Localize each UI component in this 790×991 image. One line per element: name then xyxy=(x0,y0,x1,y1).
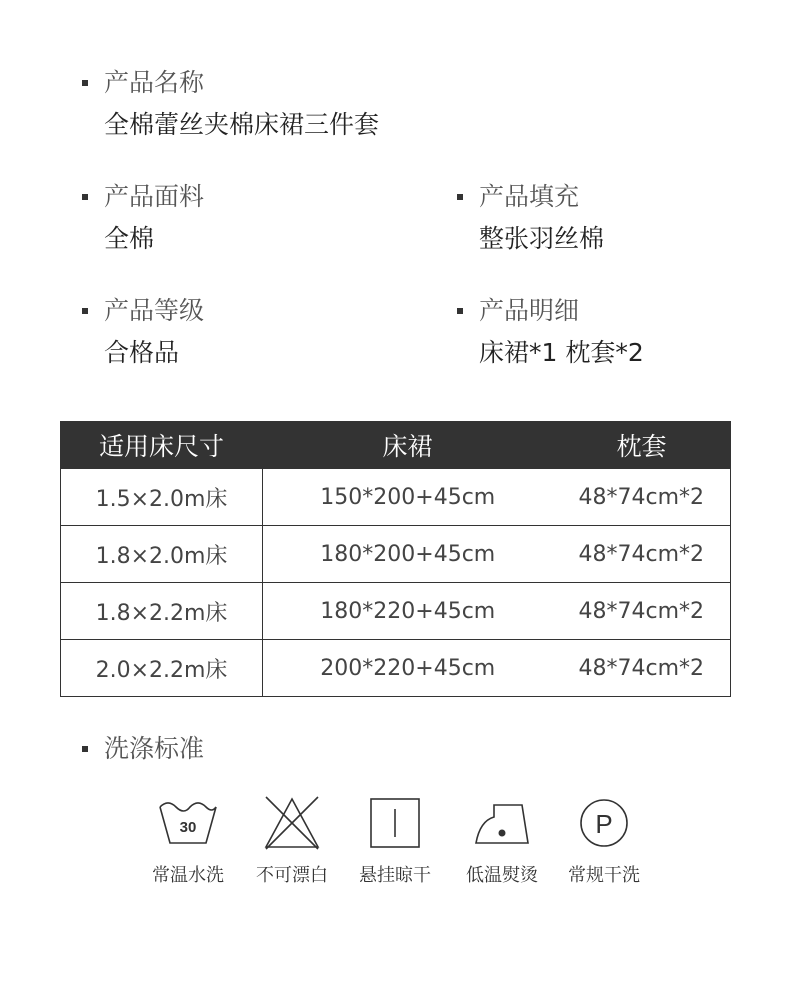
cell-bed-skirt: 200*220+45cm xyxy=(263,640,553,697)
cell-bed-skirt: 180*220+45cm xyxy=(263,583,553,640)
product-detail-section xyxy=(457,296,644,368)
table-header-row xyxy=(61,422,731,469)
cell-pillowcase: 48*74cm*2 xyxy=(553,526,731,583)
care-item-dry xyxy=(345,795,445,887)
product-fill-value: 整张羽丝棉 xyxy=(479,224,605,253)
size-table xyxy=(60,421,731,697)
care-item-iron xyxy=(452,795,552,887)
product-detail-value: 床裙*1 枕套*2 xyxy=(479,338,644,367)
header-bed-size: 适用床尺寸 xyxy=(61,422,263,469)
product-name-label: 产品名称 xyxy=(82,68,379,98)
header-pillowcase: 枕套 xyxy=(553,422,731,469)
iron-low-icon xyxy=(470,795,534,851)
cell-bed-skirt: 180*200+45cm xyxy=(263,526,553,583)
care-icons xyxy=(0,795,790,895)
care-label-bleach: 不可漂白 xyxy=(256,865,328,886)
cell-pillowcase: 48*74cm*2 xyxy=(553,583,731,640)
care-label-dryclean: 常规干洗 xyxy=(568,865,640,886)
cell-pillowcase: 48*74cm*2 xyxy=(553,469,731,526)
care-label-iron: 低温熨烫 xyxy=(466,865,538,886)
cell-bed-size: 2.0×2.2m床 xyxy=(61,640,263,697)
cell-bed-size: 1.5×2.0m床 xyxy=(61,469,263,526)
cell-bed-size: 1.8×2.0m床 xyxy=(61,526,263,583)
table-row xyxy=(61,583,731,640)
dry-clean-letter: P xyxy=(595,809,613,839)
wash-temp-text: 30 xyxy=(179,819,197,836)
care-section xyxy=(82,734,204,764)
product-fabric-value: 全棉 xyxy=(104,224,155,253)
care-label-dry: 悬挂晾干 xyxy=(359,865,431,886)
care-title: 洗涤标准 xyxy=(82,734,204,764)
care-label-wash: 常温水洗 xyxy=(152,865,224,886)
care-item-dryclean xyxy=(554,795,654,887)
product-fill-section xyxy=(457,182,604,254)
header-bed-skirt: 床裙 xyxy=(263,422,553,469)
product-name-section xyxy=(82,68,379,140)
table-row xyxy=(61,640,731,697)
cell-pillowcase: 48*74cm*2 xyxy=(553,640,731,697)
product-detail-label: 产品明细 xyxy=(457,296,644,326)
wash-30-icon xyxy=(156,795,220,851)
cell-bed-size: 1.8×2.2m床 xyxy=(61,583,263,640)
product-fabric-label: 产品面料 xyxy=(82,182,204,212)
table-row xyxy=(61,526,731,583)
product-grade-section xyxy=(82,296,204,368)
dry-clean-p-icon xyxy=(572,795,636,851)
product-fabric-section xyxy=(82,182,204,254)
table-row xyxy=(61,469,731,526)
product-grade-label: 产品等级 xyxy=(82,296,204,326)
product-name-value: 全棉蕾丝夹棉床裙三件套 xyxy=(104,110,380,139)
hang-dry-icon xyxy=(363,795,427,851)
product-fill-label: 产品填充 xyxy=(457,182,604,212)
no-bleach-icon xyxy=(260,795,324,851)
product-grade-value: 合格品 xyxy=(104,338,180,367)
care-item-bleach xyxy=(242,795,342,887)
cell-bed-skirt: 150*200+45cm xyxy=(263,469,553,526)
care-item-wash xyxy=(138,795,238,887)
